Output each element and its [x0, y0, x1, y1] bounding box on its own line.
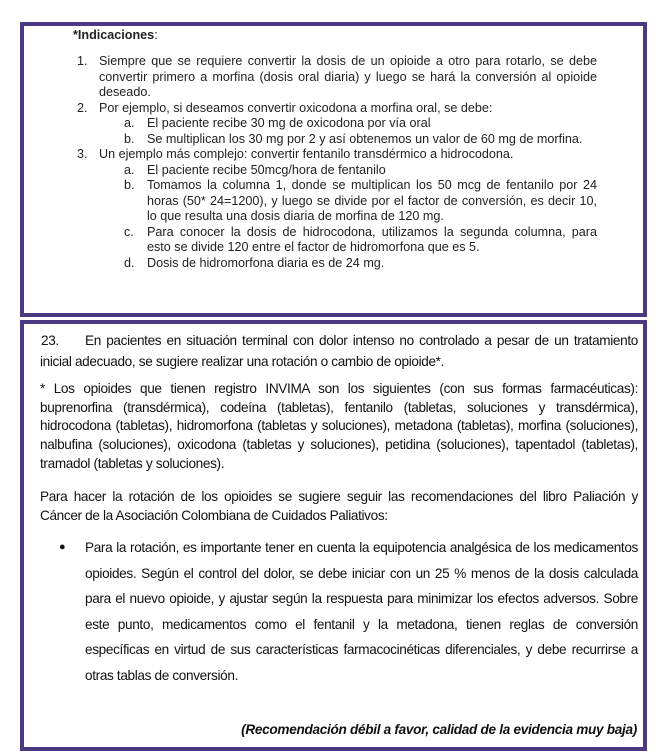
- subitem-text: Se multiplican los 30 mg por 2 y así obtenemos un valor de 60 mg de morfina.: [147, 131, 583, 146]
- indication-item: [77, 54, 597, 101]
- indication-text: Por ejemplo, si deseamos convertir oxicodona a morfina oral, se debe:: [99, 100, 493, 115]
- indication-subitem: [99, 163, 597, 179]
- indication-number: 2.: [77, 100, 88, 115]
- rotation-bullet-item: [59, 535, 638, 688]
- recommendation-box: [20, 320, 647, 751]
- recommendation-paragraph: [40, 331, 638, 372]
- invima-note: * Los opioides que tienen registro INVIMA son los siguientes (con sus formas farmacéuticas): buprenorfina (transdérmica), codeína (tabletas), fentanilo (tabletas, soluciones y transdérmica), hidrocodona (tabletas), hidromorfona (tabletas y soluciones), metadona (tabletas), morfina (soluciones), nalbufina (soluciones), oxicodona (tabletas y soluciones), petidina (soluciones), tapentadol (tabletas), tramadol (tabletas y soluciones).: [40, 381, 638, 471]
- subitem-text: El paciente recibe 50mcg/hora de fentanilo: [147, 162, 386, 177]
- recommendation-number: 23.: [41, 333, 59, 348]
- subitem-letter: a.: [124, 116, 135, 130]
- subitem-letter: d.: [124, 255, 135, 270]
- indication-item: [77, 147, 597, 271]
- indication-item: [77, 101, 597, 148]
- indication-text: Siempre que se requiere convertir la dosis de un opioide a otro para rotarlo, se debe convertir primero a morfina (dosis oral diaria) y luego se hará la conversión al opioide deseado.: [99, 54, 597, 99]
- indication-subitem: [99, 178, 597, 225]
- indications-heading: [73, 28, 158, 44]
- bullet-text: Para la rotación, es importante tener en cuenta la equipotencia analgésica de los medicamentos opioides. Según el control del dolor, se debe iniciar con un 25 % menos de la dosis calculada para el nuevo opioide, y ajustar según la respuesta para minimizar los efectos adversos. Sobre este punto, medicamentos como el fentanil y la metadona, tienen reglas de conversión específicas en virtud de sus características farmacocinéticas diferenciales, y debe recurrirse a otras tablas de conversión.: [85, 540, 638, 683]
- indication-subitem: [99, 116, 597, 132]
- indications-heading-colon: :: [154, 28, 158, 42]
- indication-subitem: [99, 132, 597, 148]
- subitem-letter: c.: [124, 224, 134, 239]
- subitem-text: Dosis de hidromorfona diaria es de 24 mg.: [147, 255, 385, 270]
- indication-subitem: [99, 256, 597, 272]
- subitem-text: Para conocer la dosis de hidrocodona, utilizamos la segunda columna, para esto se divide 120 entre el factor de hidromorfona que es 5.: [147, 224, 597, 254]
- indication-text: Un ejemplo más complejo: convertir fentanilo transdérmico a hidrocodona.: [99, 147, 514, 161]
- indication-sublist: [99, 116, 597, 147]
- rotation-intro: Para hacer la rotación de los opioides se sugiere seguir las recomendaciones del libro Paliación y Cáncer de la Asociación Colombiana de Cuidados Paliativos:: [40, 489, 638, 523]
- indications-box: [20, 22, 647, 317]
- subitem-letter: a.: [124, 162, 135, 177]
- indications-list: [77, 54, 597, 271]
- subitem-letter: b.: [124, 131, 135, 146]
- subitem-text: El paciente recibe 30 mg de oxicodona por vía oral: [147, 116, 431, 130]
- subitem-letter: b.: [124, 178, 135, 192]
- bullet-dot-icon: ●: [59, 541, 66, 553]
- indication-number: 3.: [77, 147, 88, 161]
- recommendation-text: En pacientes en situación terminal con dolor intenso no controlado a pesar de un tratamiento inicial adecuado, se sugiere realizar una rotación o cambio de opioide*.: [40, 333, 638, 369]
- subitem-text: Tomamos la columna 1, donde se multiplican los 50 mcg de fentanilo por 24 horas (50* 24=1200), y luego se divide por el factor de conversión, es decir 10, lo que resulta una dosis diaria de morfina de 120 mg.: [147, 178, 597, 223]
- indication-sublist: [99, 163, 597, 272]
- indication-subitem: [99, 225, 597, 256]
- indication-number: 1.: [77, 54, 88, 68]
- indications-heading-label: *Indicaciones: [73, 28, 155, 42]
- recommendation-strength: (Recomendación débil a favor, calidad de la evidencia muy baja): [241, 722, 637, 737]
